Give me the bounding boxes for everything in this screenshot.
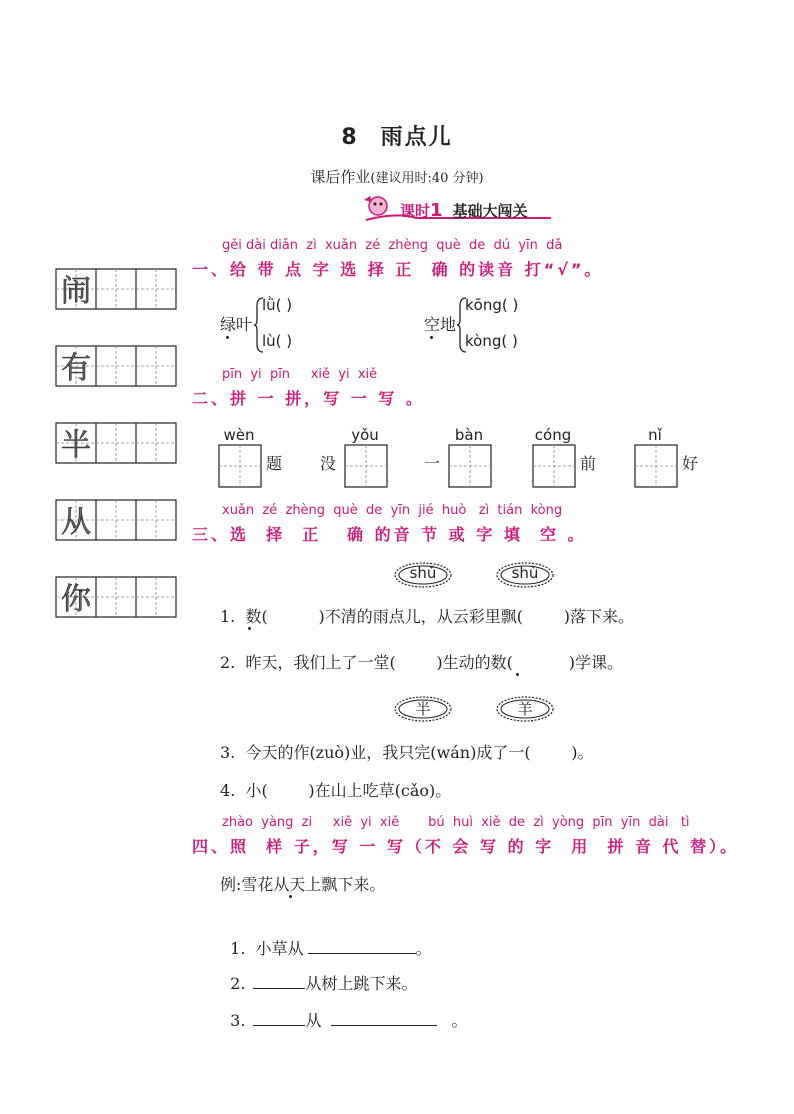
section4-heading: 四、照 样 子，写 一 写（不 会 写 的 字 用 拼 音 代 替）。	[192, 837, 740, 856]
q42-suffix: 从树上跳下来。	[305, 974, 418, 993]
lesson-title	[0, 120, 794, 151]
emphasis-dot	[289, 895, 292, 898]
q41-suffix: 。	[415, 939, 432, 958]
lesson-number: 8	[341, 125, 359, 150]
question-3-1[interactable]: 1. 数( )不清的雨点儿，从云彩里飘( )落下来。	[220, 607, 634, 626]
tianzige-grid[interactable]	[55, 422, 177, 464]
q43-prefix: 3.	[230, 1011, 246, 1030]
subtitle-main: 课后作业	[310, 168, 371, 186]
question-3-3[interactable]: 3. 今天的作(zuò)业，我只完(wán)成了一( )。	[220, 743, 594, 762]
svg-text:你: 你	[61, 582, 91, 617]
practice-grid-row[interactable]	[55, 576, 175, 616]
q42-prefix: 2.	[230, 974, 246, 993]
emphasis-dot	[430, 336, 433, 339]
tianzige-grid[interactable]	[55, 576, 177, 618]
answer-box[interactable]	[344, 444, 388, 488]
item-prefix-char: 一	[424, 454, 441, 473]
item-pinyin: cóng	[534, 426, 572, 444]
answer-box[interactable]	[218, 444, 262, 488]
question-3-2[interactable]: 2. 昨天，我们上了一堂( )生动的数( )学课。	[220, 653, 624, 672]
svg-text:闹: 闹	[61, 274, 91, 309]
item-suffix-char: 前	[580, 454, 597, 473]
question-4-3[interactable]	[220, 988, 467, 1031]
banner-label	[400, 200, 528, 221]
kongdi-option-1[interactable]: kōng( )	[465, 296, 519, 314]
item-prefix-char: 没	[320, 454, 337, 473]
option-yang: 羊	[517, 700, 533, 718]
q43-suffix: 。	[451, 1011, 468, 1030]
section3-pinyin: xuǎn zé zhèng què de yīn jié huò zì tián kòng	[222, 503, 563, 518]
q41-prefix: 1. 小草从	[230, 939, 304, 958]
practice-grid-row[interactable]	[55, 499, 175, 539]
banner-number: 1	[430, 200, 443, 221]
answer-blank[interactable]	[253, 1007, 305, 1026]
answer-box[interactable]	[532, 444, 576, 488]
item-pinyin: nǐ	[648, 426, 662, 444]
emphasis-dot	[516, 673, 519, 676]
section4-pinyin: zhào yàng zi xiě yi xiě bú huì xiě de zì yòng pīn yīn dài tì	[222, 815, 690, 830]
practice-grid-row[interactable]	[55, 422, 175, 462]
answer-blank[interactable]	[331, 1007, 437, 1026]
answer-blank[interactable]	[253, 970, 305, 989]
banner-label-text: 课时	[400, 202, 431, 220]
item-pinyin: wèn	[223, 426, 255, 444]
lesson-name: 雨点儿	[380, 125, 453, 150]
item-suffix-char: 题	[266, 454, 283, 473]
option-shu4: shù	[511, 564, 539, 582]
section2-pinyin: pīn yi pīn xiě yi xiě	[222, 367, 378, 382]
lvye-option-1[interactable]: lǜ( )	[262, 296, 293, 314]
section2-heading: 二、拼 一 拼，写 一 写 。	[192, 389, 425, 408]
svg-text:从: 从	[61, 505, 91, 540]
answer-box[interactable]	[634, 444, 678, 488]
emphasis-dot	[248, 627, 251, 630]
item-suffix-char: 好	[682, 454, 699, 473]
q43-mid: 从	[305, 1011, 322, 1030]
homework-subtitle	[0, 166, 794, 187]
option-ban: 半	[415, 700, 431, 718]
tianzige-grid[interactable]	[55, 345, 177, 387]
kongdi-option-2[interactable]: kòng( )	[465, 332, 518, 350]
practice-grid-row[interactable]	[55, 345, 175, 385]
subtitle-hint: (建议用时:40 分钟)	[370, 171, 484, 186]
word-kongdi: 空地	[424, 315, 457, 334]
tianzige-grid[interactable]	[55, 268, 177, 310]
answer-box[interactable]	[448, 444, 492, 488]
example-sentence: 例:雪花从天上飘下来。	[220, 875, 386, 894]
banner-tag: 基础大闯关	[452, 202, 528, 220]
item-pinyin: yǒu	[351, 426, 379, 444]
section1-pinyin: gěi dài diǎn zì xuǎn zé zhèng què de dú yīn dǎ	[222, 238, 563, 253]
practice-grid-row[interactable]	[55, 268, 175, 308]
option-shu3: shǔ	[409, 564, 437, 582]
lvye-option-2[interactable]: lù( )	[262, 332, 293, 350]
item-pinyin: bàn	[454, 426, 484, 444]
emphasis-dot	[226, 336, 229, 339]
question-3-4[interactable]: 4. 小( )在山上吃草(cǎo)。	[220, 781, 452, 800]
word-lvye: 绿叶	[220, 315, 253, 334]
tianzige-grid[interactable]	[55, 499, 177, 541]
svg-text:有: 有	[61, 351, 91, 386]
svg-text:半: 半	[61, 428, 91, 463]
section1-heading: 一、给 带 点 字 选 择 正 确 的读音 打“√”。	[192, 260, 604, 279]
section3-heading: 三、选 择 正 确 的音 节 或 字 填 空 。	[192, 525, 587, 544]
